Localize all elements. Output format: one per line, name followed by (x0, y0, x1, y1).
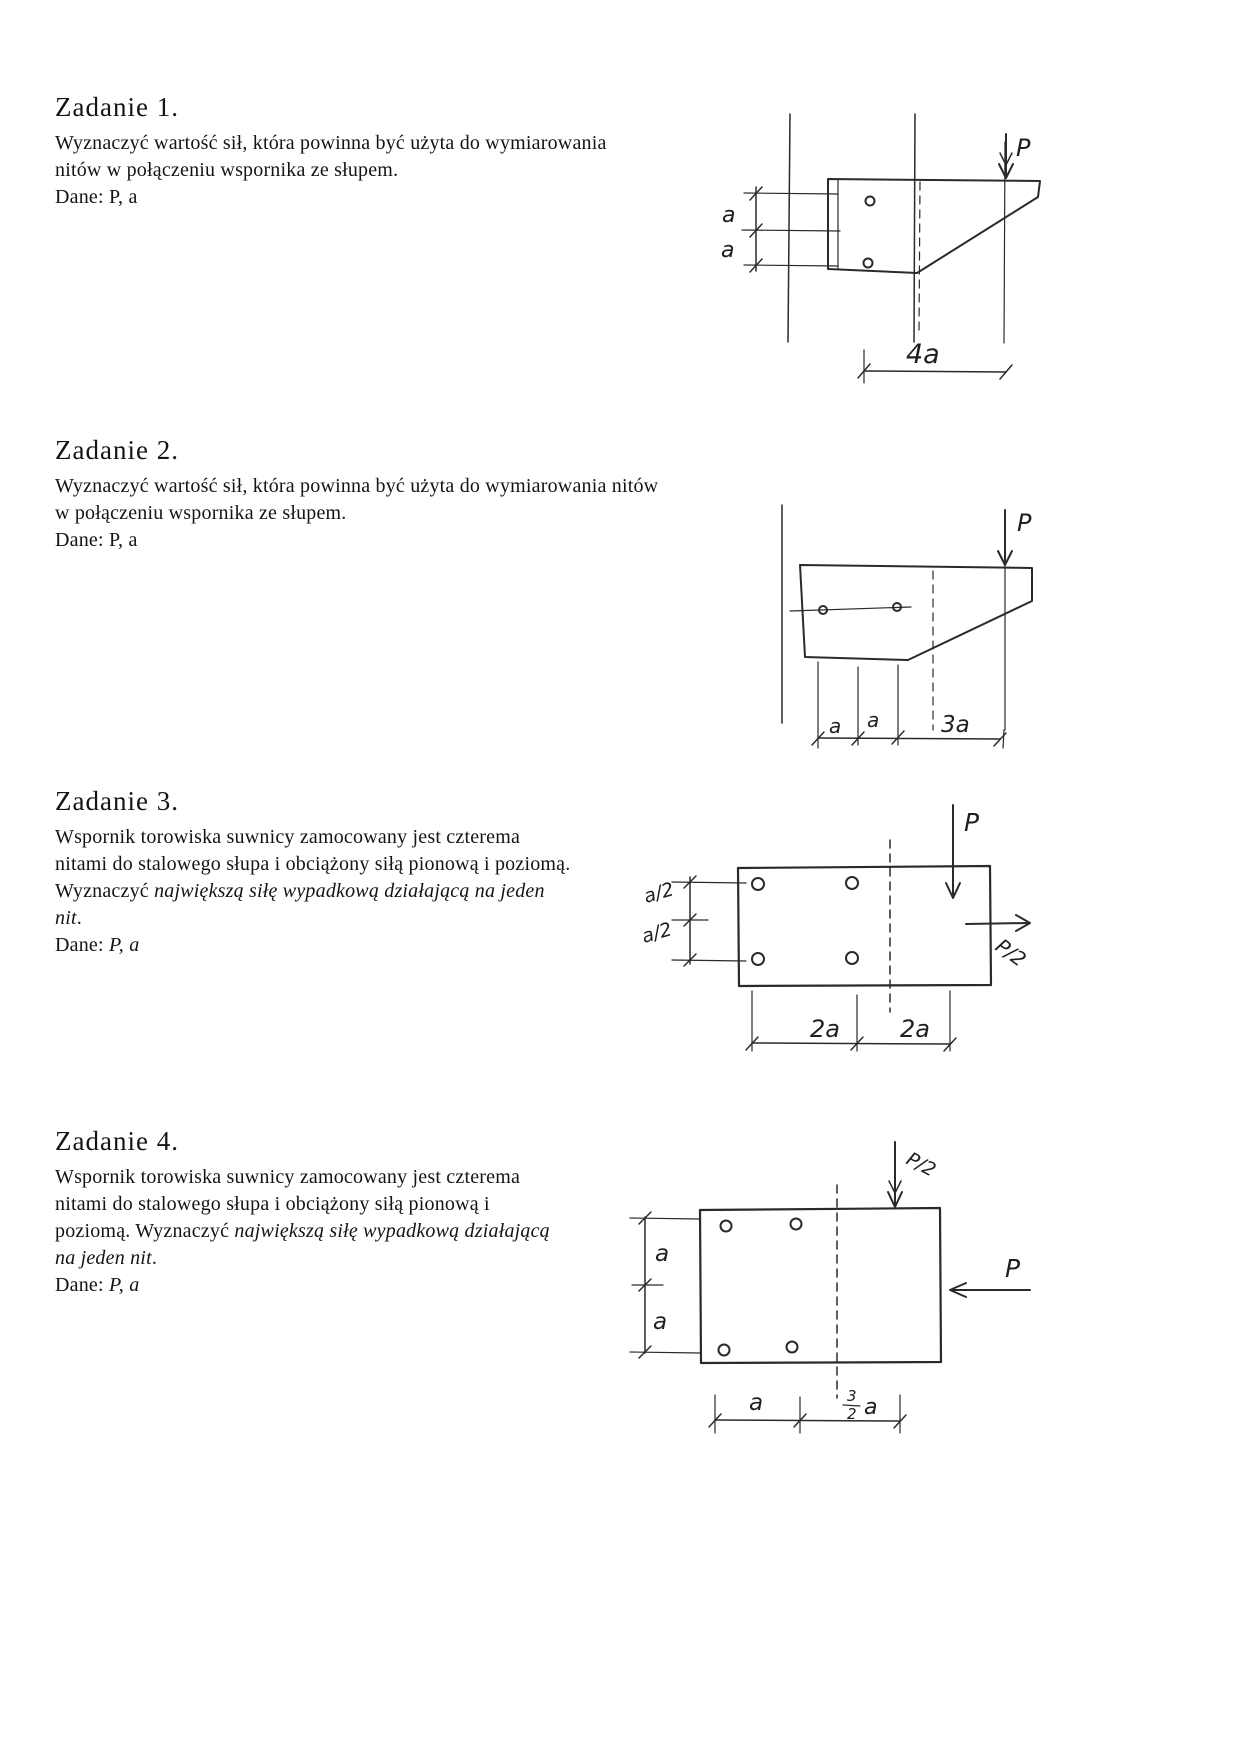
dim-label-a-top: a (655, 1241, 670, 1267)
dim-label-a2-top: a/2 (641, 878, 677, 908)
rivet (846, 952, 858, 964)
dimension-left (630, 1212, 700, 1358)
task-4-line (55, 1218, 550, 1245)
extension-line (744, 265, 838, 266)
dim-label-a: a (749, 1390, 764, 1416)
centerline-dashed (919, 182, 920, 331)
extension-line (744, 193, 838, 194)
dane-value: P, a (108, 1274, 140, 1296)
extension-line (630, 1218, 700, 1219)
task-3-text: . (76, 907, 82, 929)
task-3 (55, 786, 570, 959)
task-3-line: Wspornik torowiska suwnicy zamocowany jest czterema (55, 826, 521, 848)
task-2-line: Wyznaczyć wartość sił, która powinna być użyta do wymiarowania nitów (55, 475, 659, 497)
column-edge-line (914, 114, 915, 342)
column-edge-line (788, 114, 790, 342)
task-4-title: Zadanie 4. (55, 1126, 179, 1156)
dane-label: Dane: (55, 934, 109, 956)
dimension-line (752, 1043, 950, 1044)
task-4-text: poziomą. Wyznaczyć (55, 1220, 235, 1242)
diagram-task3 (628, 793, 1050, 1098)
column-lines (788, 114, 915, 342)
dim-label-a1: a (829, 714, 842, 738)
dim-label-a2: a (867, 708, 880, 732)
rivet (721, 1221, 732, 1232)
bracket-outline (828, 179, 1040, 273)
task-3-line (55, 905, 570, 932)
diagram-task1 (688, 100, 1073, 400)
task-3-title: Zadanie 3. (55, 786, 179, 816)
task-3-line (55, 878, 570, 905)
force-arrow-p2 (966, 915, 1030, 931)
dim-label-three-halves-a (843, 1387, 877, 1423)
dimension-left (672, 876, 746, 966)
force-label-p: P (1017, 509, 1032, 537)
task-2-dane: Dane: P, a (55, 529, 138, 551)
force-arrow-p2 (888, 1142, 902, 1207)
dim-label-3a: 3a (941, 712, 970, 738)
task-4-text-italic: największą siłę wypadkową działającą (234, 1220, 550, 1242)
rivet (864, 259, 873, 268)
force-arrow-p (999, 134, 1013, 178)
rivet (846, 877, 858, 889)
force-arrow-p (946, 805, 960, 898)
task-3-line: nitami do stalowego słupa i obciążony siłą pionową i poziomą. (55, 853, 571, 875)
force-label-p: P (964, 808, 980, 837)
dim-label-a-bottom: a (721, 238, 735, 263)
task-3-dane (55, 932, 570, 959)
rivet (752, 878, 764, 890)
dim-label-2a-left: 2a (810, 1015, 840, 1043)
dimension-line (864, 371, 1006, 372)
task-1-dane: Dane: P, a (55, 186, 138, 208)
plate-outline (700, 1208, 941, 1363)
force-label-p2: P/2 (991, 933, 1031, 972)
force-arrow-p (950, 1283, 1030, 1297)
rivet (752, 953, 764, 965)
extension-line (630, 1352, 700, 1353)
rivet (791, 1219, 802, 1230)
fraction-denominator: 2 (847, 1405, 857, 1423)
task-1 (55, 92, 607, 211)
task-3-text-italic: nit (55, 907, 77, 929)
task-4-dane (55, 1272, 550, 1299)
task-1-line: nitów w połączeniu wspornika ze słupem. (55, 159, 399, 181)
rivet (719, 1345, 730, 1356)
task-3-text: Wyznaczyć (55, 880, 155, 902)
task-1-line: Wyznaczyć wartość sił, która powinna być użyta do wymiarowania (55, 132, 607, 154)
arrow-shaft (966, 923, 1028, 924)
rivet (866, 197, 875, 206)
extension-line (1003, 730, 1004, 748)
task-4-text: . (151, 1247, 158, 1269)
dim-label-4a: 4a (906, 339, 940, 370)
rivet (787, 1342, 798, 1353)
dim-label-a2-bottom: a/2 (639, 918, 675, 948)
force-label-p: P (1016, 134, 1031, 162)
force-label-p2: P/2 (902, 1147, 940, 1182)
force-label-p: P (1005, 1254, 1021, 1283)
dane-value: P, a (108, 934, 140, 956)
fraction-suffix: a (864, 1395, 878, 1420)
task-4 (55, 1126, 550, 1299)
task-4-line: Wspornik torowiska suwnicy zamocowany jest czterema (55, 1166, 521, 1188)
diagram-task4 (613, 1133, 1050, 1465)
dim-label-2a-right: 2a (900, 1015, 930, 1043)
dimension-line (715, 1420, 900, 1421)
task-4-text-italic: na jeden nit (55, 1247, 152, 1269)
task-2 (55, 435, 658, 554)
task-4-line (55, 1245, 550, 1272)
dim-label-a-top: a (722, 203, 736, 228)
dimension-line (818, 738, 1000, 739)
task-3-text-italic: największą siłę wypadkową działającą na jeden (154, 880, 545, 902)
dimension-left (742, 187, 840, 272)
fraction-numerator: 3 (847, 1387, 857, 1405)
task-4-line: nitami do stalowego słupa i obciążony siłą pionową i (55, 1193, 490, 1215)
bracket-outline (800, 565, 1032, 660)
force-arrow-p (998, 510, 1012, 565)
extension-line (672, 882, 746, 883)
task-2-line: w połączeniu wspornika ze słupem. (55, 502, 347, 524)
diagram-task2 (763, 495, 1065, 787)
dane-label: Dane: (55, 1274, 109, 1296)
dim-label-a-bottom: a (653, 1309, 668, 1335)
task-1-title: Zadanie 1. (55, 92, 179, 122)
extension-line (672, 960, 746, 961)
task-2-title: Zadanie 2. (55, 435, 179, 465)
